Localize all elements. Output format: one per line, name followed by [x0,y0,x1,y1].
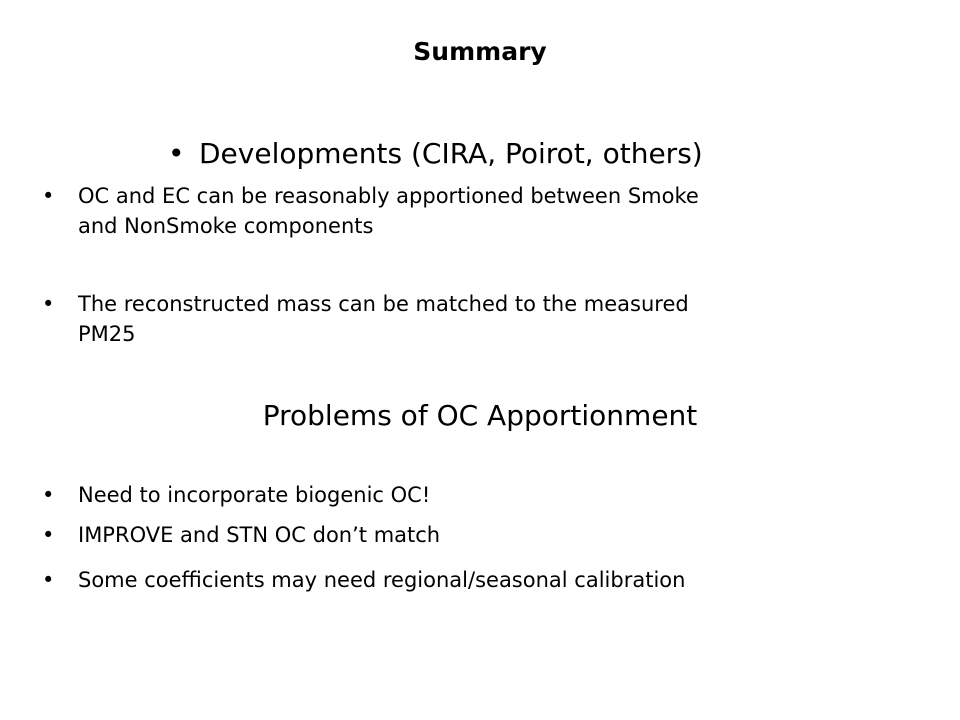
problems-heading: Problems of OC Apportionment [262,399,698,432]
slide-title: Summary [413,37,547,66]
list-item-text: Need to incorporate biogenic OC! [78,483,431,507]
bullet-icon: • [42,568,55,592]
bullet-icon: • [42,292,55,316]
list-item-text: Some coefficients may need regional/seasonal calibration [78,568,686,592]
bullet-icon: • [42,483,55,507]
bullet-icon: • [42,184,55,208]
developments-heading-text: Developments (CIRA, Poirot, others) [199,137,703,170]
bullet-icon: • [168,137,185,170]
list-item-text: OC and EC can be reasonably apportioned between Smoke and NonSmoke components [78,184,699,238]
list-item-text: IMPROVE and STN OC don’t match [78,523,441,547]
list-item-text: The reconstructed mass can be matched to the measured PM25 [78,292,689,346]
bullet-icon: • [42,523,55,547]
